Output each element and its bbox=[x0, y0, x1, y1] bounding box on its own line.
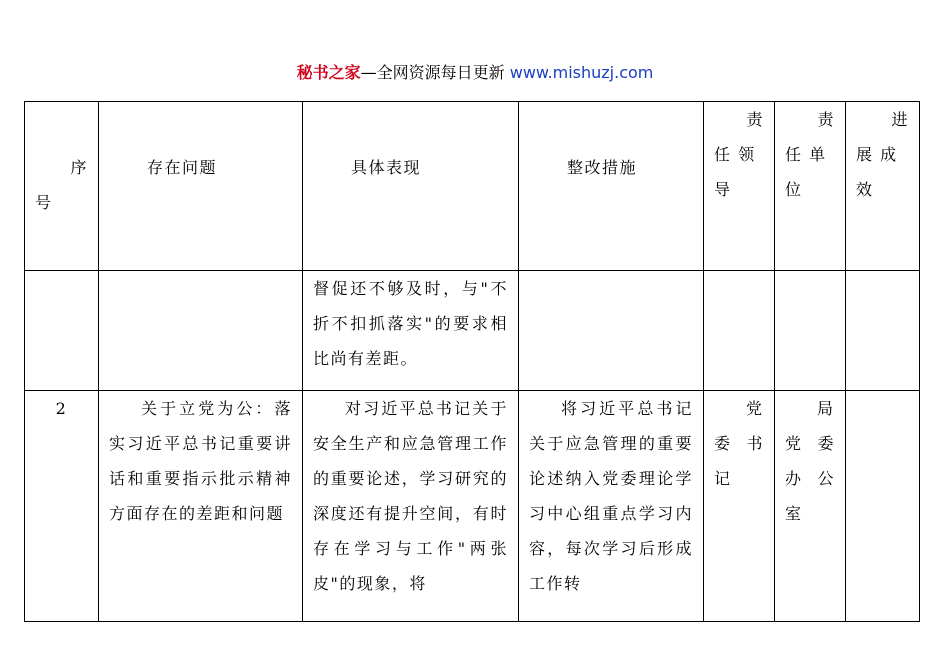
header-unit-line3: 位 bbox=[785, 180, 803, 199]
cell-detail-2: 对习近平总书记关于安全生产和应急管理工作的重要论述，学习研究的深度还有提升空间，有时存在学习与工作"两张皮"的现象，将 bbox=[303, 391, 519, 622]
header-measure: 整改措施 bbox=[519, 102, 704, 271]
cell-measure-empty bbox=[519, 271, 704, 391]
rectification-table bbox=[24, 101, 920, 622]
header-seq-line2: 号 bbox=[35, 193, 53, 212]
cell-progress-2 bbox=[846, 391, 920, 622]
cell-progress-empty bbox=[846, 271, 920, 391]
header-leader bbox=[704, 102, 775, 271]
cell-issue-2: 关于立党为公：落实习近平总书记重要讲话和重要指示批示精神方面存在的差距和问题 bbox=[99, 391, 303, 622]
header-progress bbox=[846, 102, 920, 271]
cell-leader-empty bbox=[704, 271, 775, 391]
header-seq bbox=[25, 102, 99, 271]
header-unit-line2: 任 单 bbox=[785, 145, 827, 164]
brand-name: 秘书之家 bbox=[296, 63, 361, 82]
table-row-continued bbox=[25, 271, 920, 391]
header-unit-line1: 责 bbox=[817, 110, 835, 129]
header-detail: 具体表现 bbox=[303, 102, 519, 271]
cell-unit-empty bbox=[775, 271, 846, 391]
cell-unit-2: 局党委办公室 bbox=[775, 391, 846, 622]
cell-seq-empty bbox=[25, 271, 99, 391]
header-leader-line3: 导 bbox=[714, 180, 732, 199]
header-leader-line1: 责 bbox=[746, 110, 764, 129]
cell-detail-continued: 督促还不够及时，与"不折不扣抓落实"的要求相比尚有差距。 bbox=[303, 271, 519, 391]
header-progress-line1: 进 bbox=[891, 110, 909, 129]
header-progress-line3: 效 bbox=[856, 180, 874, 199]
cell-seq-2: 2 bbox=[25, 391, 99, 622]
cell-issue-empty bbox=[99, 271, 303, 391]
header-banner bbox=[0, 62, 950, 84]
header-issue: 存在问题 bbox=[99, 102, 303, 271]
table-row-2 bbox=[25, 391, 920, 622]
banner-slogan: —全网资源每日更新 bbox=[360, 63, 510, 82]
table-header-row bbox=[25, 102, 920, 271]
header-progress-line2: 展 成 bbox=[856, 145, 898, 164]
header-seq-line1: 序 bbox=[70, 158, 88, 177]
banner-url[interactable]: www.mishuzj.com bbox=[509, 63, 654, 82]
header-unit bbox=[775, 102, 846, 271]
header-leader-line2: 任 领 bbox=[714, 145, 756, 164]
cell-leader-2: 党委书记 bbox=[704, 391, 775, 622]
cell-measure-2: 将习近平总书记关于应急管理的重要论述纳入党委理论学习中心组重点学习内容，每次学习后形成工作转 bbox=[519, 391, 704, 622]
